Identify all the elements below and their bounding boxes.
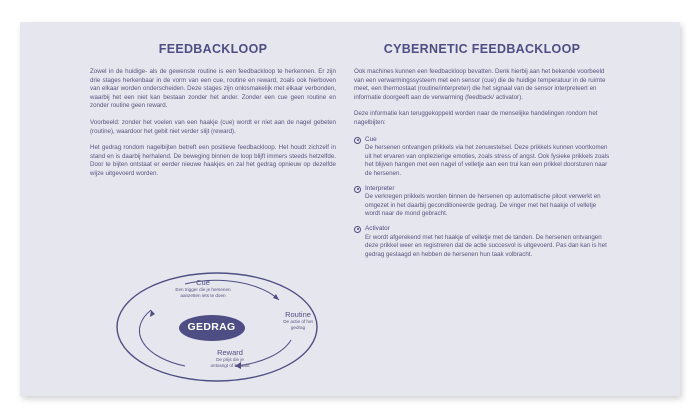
feedback-loop-diagram xyxy=(115,270,319,384)
item-title: Cue xyxy=(365,135,377,143)
diagram-center-label: GEDRAG xyxy=(187,321,236,333)
reward-description: De prijs die je xyxy=(216,357,244,362)
cue-title: Cue xyxy=(196,278,210,287)
item-body: De verkregen prikkels worden binnen de hersenen op automatische piloot verwerkt en omgezet in het daarbij geconditioneerde gedrag. De vinger met het haakje of velletje wordt naar de mond gebracht. xyxy=(365,193,601,218)
item-body: Er wordt afgerekend met het haakje of velletje met de tanden. De hersenen ontvangen deze prikkel weer en registreren dat de actie succesvol is uitgevoerd. Pas dan kan is het gedrag geslaagd en hebben de hersenen hun taak volbracht. xyxy=(365,233,607,258)
item-title: Interpreter xyxy=(365,184,395,192)
content-card xyxy=(20,22,680,396)
reward-description: ontvangt of betaald xyxy=(210,362,250,368)
feedbackloop-section xyxy=(90,42,336,187)
cue-description: aanzetten iets te doen xyxy=(180,292,226,298)
cue-label-group xyxy=(163,278,243,298)
item-body: De hersenen ontvangen prikkels via het zenuwstelsel. Deze prikkels kunnen voortkomen uit het ervaren van onplezierige emoties, zoals stress of angst. Ook fysieke prikkels zoals het blijven hangen met een nagel of velletje aan een trui kan een prikkel doorsturen naar de hersenen. xyxy=(365,144,610,177)
routine-title: Routine xyxy=(285,310,311,319)
bullet-icon xyxy=(354,137,361,144)
paragraph: Ook machines kunnen een feedbackloop bevatten. Denk hierbij aan het bekende voorbeeld van een verwarmingssysteem met een sensor (cue) die de huidige temperatuur in de ruimte meet, een thermostaat (routine/interpreter) die het signaal van de sensor interpreteert en informatie doorgeeft aan de verwarming (feedback/ activator). xyxy=(354,68,606,101)
reward-label-group xyxy=(195,348,265,368)
paragraph: Het gedrag rondom nagelbijten betreft een positieve feedbackloop. Het houdt zichzelf in stand en is daarbij herhalend. De beweging binnen de loop blijft immers steeds hetzelfde. Door te bijten ontstaat er eerder nieuwe haakjes en zal het gedrag opnieuw op dezelfde wijze uitgevoerd worden. xyxy=(90,144,336,177)
routine-description: gedrag xyxy=(290,324,306,330)
routine-label-group xyxy=(273,310,323,330)
section-title: FEEDBACKLOOP xyxy=(158,42,268,56)
bullet-icon xyxy=(354,226,361,233)
paragraph: Deze informatie kan teruggekoppeld worden naar de menselijke handelingen rondom het nagelbijten: xyxy=(354,110,598,126)
paragraph: Zowel in de huidige- als de gewenste routine is een feedbackloop te herkennen. Er zijn drie stages herkenbaar in de vorm van een cue, routine en reward, zoals ook hierboven van elkaar worden onderscheiden. Deze stages zijn onlosmakelijk met elkaar verbonden, waarbij het een niet kan bestaan zonder het ander. Zonder een cue geen routine en zonder routine geen reward. xyxy=(90,68,336,110)
routine-description: De actie of het xyxy=(283,319,313,324)
reward-title: Reward xyxy=(217,348,243,357)
section-title: CYBERNETIC FEEDBACKLOOP xyxy=(383,42,581,56)
list-item xyxy=(354,185,610,219)
item-title: Activator xyxy=(365,224,390,232)
paragraph: Voorbeeld: zonder het voelen van een haakje (cue) wordt er niet aan de nagel gebeten (routine), waardoor het gebit niet verder slijt (reward). xyxy=(90,118,336,135)
cue-description: Een trigger die je hersenen xyxy=(175,287,231,292)
bullet-icon xyxy=(354,186,361,193)
list-item xyxy=(354,136,610,179)
list-item xyxy=(354,225,610,259)
cybernetic-section xyxy=(354,42,610,265)
